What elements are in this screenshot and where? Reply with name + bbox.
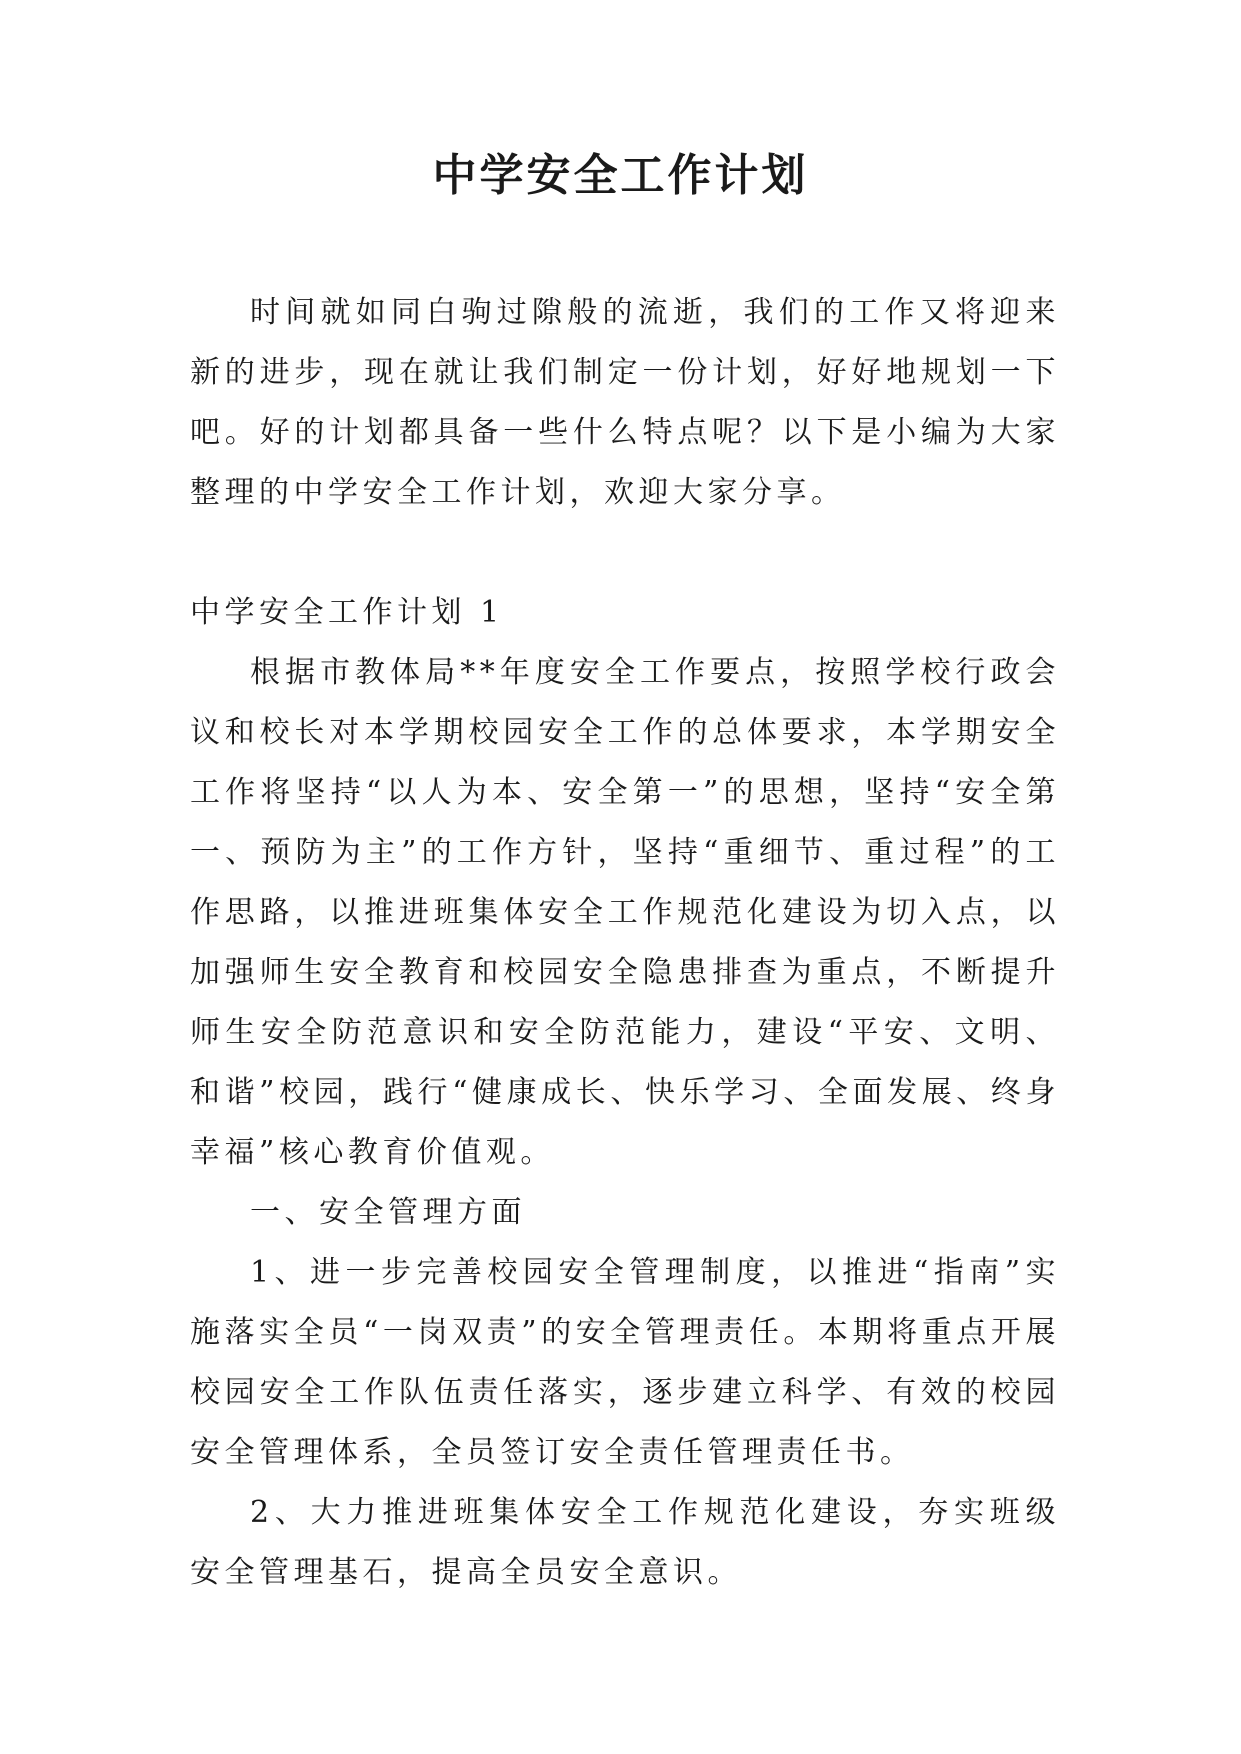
body-paragraph-1: 根据市教体局**年度安全工作要点，按照学校行政会议和校长对本学期校园安全工作的总体要求，本学期安全工作将坚持“以人为本、安全第一”的思想，坚持“安全第一、预防为主”的工作方针，坚持“重细节、重过程”的工作思路，以推进班集体安全工作规范化建设为切入点，以加强师生安全教育和校园安全隐患排查为重点，不断提升师生安全防范意识和安全防范能力，建设“平安、文明、和谐”校园，践行“健康成长、快乐学习、全面发展、终身幸福”核心教育价值观。	[190, 655, 1060, 1170]
subsection-heading: 一、安全管理方面	[250, 1195, 526, 1230]
body-paragraph-2: 1、进一步完善校园安全管理制度，以推进“指南”实施落实全员“一岗双责”的安全管理责任。本期将重点开展校园安全工作队伍责任落实，逐步建立科学、有效的校园安全管理体系，全员签订安全责任管理责任书。	[190, 1255, 1060, 1470]
body-paragraph-3: 2、大力推进班集体安全工作规范化建设，夯实班级安全管理基石，提高全员安全意识。	[190, 1495, 1060, 1590]
document-body	[190, 283, 1060, 1603]
paragraph-spacer	[190, 523, 1060, 583]
section-heading: 中学安全工作计划 1	[190, 595, 504, 630]
intro-paragraph: 时间就如同白驹过隙般的流逝，我们的工作又将迎来新的进步，现在就让我们制定一份计划，好好地规划一下吧。好的计划都具备一些什么特点呢？以下是小编为大家整理的中学安全工作计划，欢迎大家分享。	[190, 295, 1060, 510]
document-title: 中学安全工作计划	[432, 150, 809, 201]
